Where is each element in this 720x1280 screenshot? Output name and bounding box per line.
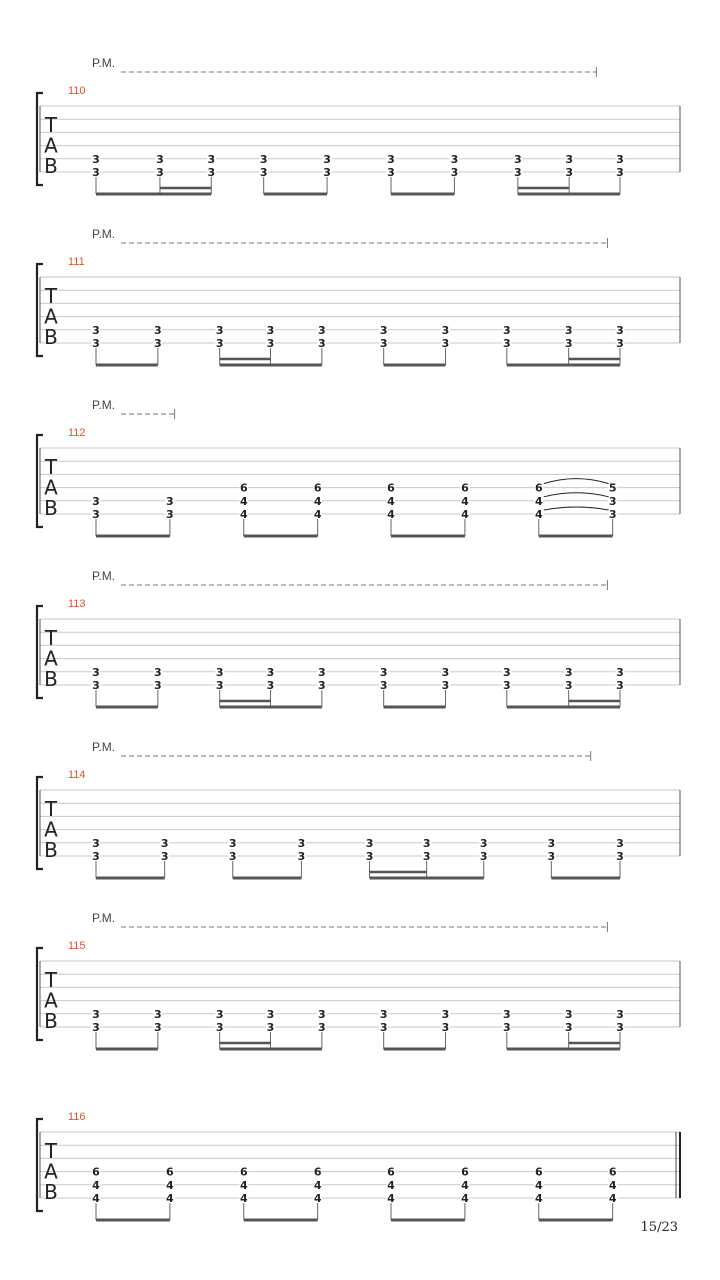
fret-number: 3 [154, 679, 162, 692]
fret-number: 5 [608, 481, 617, 495]
tab-letter: A [44, 304, 58, 329]
fret-number: 3 [92, 1021, 100, 1034]
fret-number: 3 [297, 836, 306, 850]
tab-letter: A [44, 988, 58, 1013]
tab-letter: B [44, 154, 58, 178]
fret-number: 3 [441, 665, 450, 679]
fret-number: 3 [564, 679, 573, 692]
fret-number: 3 [318, 665, 326, 679]
fret-number: 3 [479, 836, 488, 850]
palm-mute-label: P.M. [92, 398, 116, 412]
tab-letter: T [44, 455, 58, 479]
fret-number: 3 [502, 323, 511, 337]
fret-number: 3 [92, 850, 100, 863]
fret-number: 4 [166, 1178, 174, 1192]
fret-number: 3 [365, 850, 374, 863]
fret-number: 6 [387, 481, 395, 495]
fret-number: 3 [564, 1007, 573, 1021]
fret-number: 4 [239, 494, 248, 508]
tab-letter: T [44, 626, 58, 650]
fret-number: 3 [215, 679, 224, 692]
tab-letter: A [44, 475, 58, 500]
tab-system [37, 56, 680, 194]
fret-number: 3 [266, 1021, 275, 1034]
tab-system [37, 740, 680, 878]
fret-number: 3 [616, 850, 624, 863]
fret-number: 4 [313, 1178, 322, 1192]
fret-number: 6 [387, 1165, 395, 1179]
fret-number: 3 [616, 323, 624, 337]
fret-number: 3 [215, 665, 224, 679]
fret-number: 3 [379, 1021, 388, 1034]
palm-mute-label: P.M. [92, 740, 116, 754]
fret-number: 6 [534, 1165, 543, 1179]
fret-number: 4 [461, 508, 469, 521]
fret-number: 3 [92, 323, 100, 337]
fret-number: 4 [239, 1192, 248, 1205]
fret-number: 3 [565, 166, 574, 179]
fret-number: 3 [441, 1007, 450, 1021]
measure-number: 112 [68, 427, 86, 439]
tab-letter: T [44, 113, 58, 137]
fret-number: 4 [534, 1178, 543, 1192]
fret-number: 3 [266, 323, 275, 337]
fret-number: 3 [259, 152, 268, 166]
fret-number: 3 [502, 1021, 511, 1034]
tab-letter: A [44, 133, 58, 158]
measure-number: 114 [68, 769, 86, 781]
fret-number: 3 [266, 679, 275, 692]
fret-number: 3 [616, 166, 624, 179]
fret-number: 3 [318, 323, 326, 337]
tab-letter: A [44, 646, 58, 671]
fret-number: 3 [565, 152, 574, 166]
fret-number: 3 [92, 508, 100, 521]
fret-number: 4 [387, 1178, 395, 1192]
tab-letter: B [44, 496, 58, 520]
fret-number: 3 [616, 679, 624, 692]
palm-mute-label: P.M. [92, 227, 116, 241]
fret-number: 3 [318, 337, 326, 350]
palm-mute-label: P.M. [92, 569, 116, 583]
tab-letter: B [44, 1009, 58, 1033]
tab-system [37, 911, 680, 1049]
fret-number: 3 [608, 508, 617, 521]
fret-number: 3 [156, 166, 164, 179]
palm-mute-label: P.M. [92, 911, 116, 925]
fret-number: 3 [379, 665, 388, 679]
fret-number: 4 [534, 508, 543, 521]
fret-number: 3 [323, 152, 331, 166]
fret-number: 3 [379, 679, 388, 692]
fret-number: 3 [502, 665, 511, 679]
fret-number: 3 [207, 166, 216, 179]
tab-system [37, 398, 680, 536]
fret-number: 3 [156, 152, 164, 166]
tab-system [37, 1111, 680, 1220]
tab-system [37, 227, 680, 365]
fret-number: 3 [502, 337, 511, 350]
fret-number: 3 [92, 679, 100, 692]
fret-number: 3 [387, 166, 395, 179]
fret-number: 3 [564, 337, 573, 350]
fret-number: 3 [441, 323, 450, 337]
fret-number: 3 [323, 166, 331, 179]
fret-number: 3 [616, 1021, 624, 1034]
fret-number: 3 [266, 337, 275, 350]
fret-number: 4 [166, 1192, 174, 1205]
fret-number: 3 [215, 337, 224, 350]
fret-number: 6 [239, 1165, 248, 1179]
fret-number: 4 [387, 1192, 395, 1205]
fret-number: 3 [92, 337, 100, 350]
fret-number: 6 [461, 481, 469, 495]
fret-number: 4 [608, 1178, 617, 1192]
tab-letter: T [44, 968, 58, 992]
fret-number: 3 [379, 1007, 388, 1021]
fret-number: 4 [608, 1192, 617, 1205]
fret-number: 3 [297, 850, 306, 863]
fret-number: 3 [502, 679, 511, 692]
fret-number: 3 [160, 850, 169, 863]
measure-number: 113 [68, 598, 86, 610]
fret-number: 3 [92, 494, 100, 508]
fret-number: 3 [450, 166, 459, 179]
fret-number: 3 [207, 152, 216, 166]
fret-number: 4 [313, 1192, 322, 1205]
fret-number: 3 [441, 679, 450, 692]
fret-number: 3 [92, 665, 100, 679]
fret-number: 3 [513, 152, 522, 166]
tab-letter: B [44, 667, 58, 691]
tab-letter: T [44, 284, 58, 308]
fret-number: 3 [92, 836, 100, 850]
fret-number: 3 [215, 1021, 224, 1034]
fret-number: 4 [239, 508, 248, 521]
fret-number: 3 [266, 665, 275, 679]
fret-number: 4 [461, 1178, 469, 1192]
fret-number: 6 [534, 481, 543, 495]
fret-number: 3 [154, 337, 162, 350]
tab-letter: A [44, 1159, 58, 1184]
fret-number: 3 [616, 337, 624, 350]
fret-number: 3 [616, 665, 624, 679]
fret-number: 3 [166, 494, 174, 508]
fret-number: 3 [450, 152, 459, 166]
measure-number: 110 [68, 85, 86, 97]
fret-number: 4 [92, 1178, 100, 1192]
measure-number: 111 [68, 256, 85, 268]
fret-number: 3 [92, 1007, 100, 1021]
fret-number: 3 [441, 1021, 450, 1034]
tab-letter: T [44, 797, 58, 821]
fret-number: 6 [92, 1165, 100, 1179]
fret-number: 3 [215, 1007, 224, 1021]
fret-number: 3 [479, 850, 488, 863]
page-number: 15/23 [640, 1220, 678, 1235]
fret-number: 4 [461, 494, 469, 508]
slur-arc [544, 493, 609, 497]
fret-number: 3 [379, 323, 388, 337]
fret-number: 6 [313, 481, 322, 495]
fret-number: 3 [92, 152, 100, 166]
fret-number: 3 [154, 323, 162, 337]
fret-number: 3 [379, 337, 388, 350]
fret-number: 3 [387, 152, 395, 166]
fret-number: 6 [461, 1165, 469, 1179]
fret-number: 3 [422, 850, 431, 863]
fret-number: 3 [564, 665, 573, 679]
fret-number: 3 [608, 494, 617, 508]
measure-number: 115 [68, 940, 86, 952]
fret-number: 3 [228, 836, 237, 850]
fret-number: 3 [422, 836, 431, 850]
fret-number: 6 [239, 481, 248, 495]
fret-number: 4 [92, 1192, 100, 1205]
fret-number: 4 [313, 508, 322, 521]
fret-number: 3 [616, 152, 624, 166]
fret-number: 3 [266, 1007, 275, 1021]
fret-number: 6 [166, 1165, 174, 1179]
tab-letter: A [44, 817, 58, 842]
fret-number: 3 [215, 323, 224, 337]
fret-number: 6 [608, 1165, 617, 1179]
fret-number: 4 [387, 508, 395, 521]
fret-number: 3 [547, 850, 556, 863]
fret-number: 3 [154, 1021, 162, 1034]
tab-letter: T [44, 1139, 58, 1163]
fret-number: 3 [441, 337, 450, 350]
fret-number: 6 [313, 1165, 322, 1179]
fret-number: 3 [547, 836, 556, 850]
fret-number: 3 [318, 679, 326, 692]
fret-number: 4 [239, 1178, 248, 1192]
fret-number: 4 [461, 1192, 469, 1205]
fret-number: 3 [318, 1021, 326, 1034]
fret-number: 3 [166, 508, 174, 521]
fret-number: 3 [513, 166, 522, 179]
measure-number: 116 [68, 1111, 86, 1123]
tab-system [37, 569, 680, 707]
fret-number: 3 [92, 166, 100, 179]
fret-number: 3 [564, 323, 573, 337]
fret-number: 4 [534, 494, 543, 508]
fret-number: 3 [365, 836, 374, 850]
fret-number: 3 [228, 850, 237, 863]
fret-number: 3 [616, 836, 624, 850]
fret-number: 4 [313, 494, 322, 508]
fret-number: 3 [616, 1007, 624, 1021]
slur-arc [544, 507, 609, 510]
slur-arc [544, 479, 609, 484]
fret-number: 3 [154, 665, 162, 679]
fret-number: 3 [318, 1007, 326, 1021]
fret-number: 3 [154, 1007, 162, 1021]
fret-number: 3 [259, 166, 268, 179]
palm-mute-label: P.M. [92, 56, 116, 70]
fret-number: 3 [160, 836, 169, 850]
fret-number: 3 [502, 1007, 511, 1021]
tab-letter: B [44, 1180, 58, 1204]
fret-number: 4 [387, 494, 395, 508]
tab-letter: B [44, 325, 58, 349]
fret-number: 4 [534, 1192, 543, 1205]
fret-number: 3 [564, 1021, 573, 1034]
tab-letter: B [44, 838, 58, 862]
